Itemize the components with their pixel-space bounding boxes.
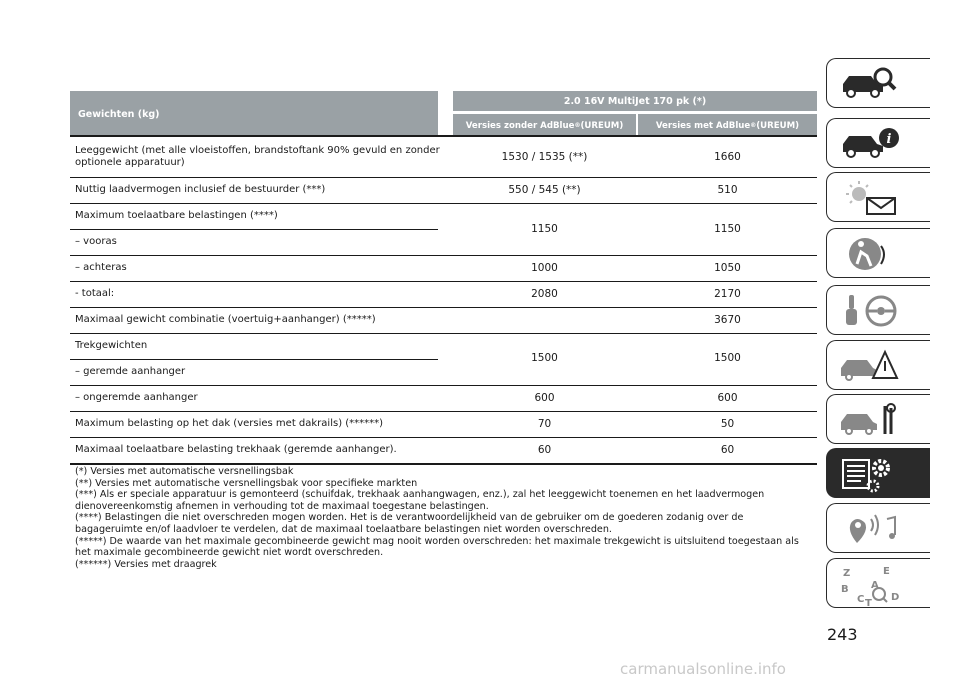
- car-search-icon: [837, 64, 907, 104]
- row-braked-label: – geremde aanhanger: [75, 366, 186, 377]
- row-curb-weight-label: [75, 145, 440, 169]
- page-number: 243: [827, 625, 858, 644]
- specs-gear-icon: [837, 454, 907, 494]
- col2-suffix: (UREUM): [756, 120, 800, 131]
- roof-value-2: 50: [720, 418, 735, 430]
- row-payload-label: Nuttig laadvermogen inclusief de bestuurder (***): [75, 184, 326, 195]
- tab-technical-data[interactable]: [826, 448, 930, 498]
- rear-value-2: 1050: [714, 262, 741, 274]
- footnote-4b: bagageruimte en/of laadvloer te verdelen, dat de maximaal toelaatbare belastingen niet worden overschreden.: [75, 523, 612, 535]
- row-divider: [70, 333, 817, 334]
- index-letter-d: D: [891, 592, 900, 603]
- table-header: [70, 91, 817, 137]
- footnotes: [75, 466, 820, 570]
- index-letter-z: Z: [843, 568, 851, 579]
- payload-value-1: 550 / 545 (**): [508, 184, 581, 196]
- row-divider: [70, 437, 817, 438]
- footnote-5b: het maximale gecombineerde gewicht niet wordt overschreden.: [75, 547, 384, 559]
- weights-header: Gewichten (kg): [70, 91, 438, 137]
- airbag-icon: [837, 234, 907, 274]
- row-divider: [70, 385, 817, 386]
- col1-suffix: (UREUM): [580, 120, 624, 131]
- row-divider: [70, 177, 817, 178]
- footnote-5a: (*****) De waarde van het maximale gecombineerde gewicht mag nooit worden overschreden: het maximale trekgewicht is uitsluitend toegestaan als: [75, 535, 799, 547]
- engine-header: 2.0 16V MultiJet 170 pk (*): [453, 91, 817, 112]
- row-hitch-label: Maximaal toelaatbare belasting trekhaak (geremde aanhanger).: [75, 444, 397, 455]
- car-tools-icon: [837, 400, 907, 440]
- combo-value-2: 3670: [714, 314, 741, 326]
- svg-text:i: i: [886, 132, 892, 147]
- col-without-adblue-header: Versies zonder AdBlue ® (UREUM): [453, 114, 636, 137]
- footnote-6: (******) Versies met draagrek: [75, 558, 217, 570]
- index-letter-c: C: [857, 594, 865, 605]
- front-value-1: 1150: [531, 223, 558, 235]
- payload-value-2: 510: [717, 184, 738, 196]
- index-letter-e: E: [883, 566, 890, 577]
- car-info-icon: [837, 124, 907, 164]
- tab-lights-messages[interactable]: [826, 172, 930, 222]
- curb-line1: Leeggewicht (met alle vloeistoffen, brandstoftank 90% gevuld en zonder: [75, 145, 440, 156]
- tab-dashboard[interactable]: [826, 58, 930, 108]
- footnote-3b: dienovereenkomstig afnemen in verhouding tot de maximaal toegestane belastingen.: [75, 500, 489, 512]
- tab-emergency[interactable]: [826, 340, 930, 390]
- index-letter-a: A: [871, 580, 879, 591]
- row-towing-label: Trekgewichten: [75, 340, 148, 351]
- rear-value-1: 1000: [531, 262, 558, 274]
- row-unbraked-label: – ongeremde aanhanger: [75, 392, 198, 403]
- row-roof-label: Maximum belasting op het dak (versies met dakrails) (******): [75, 418, 384, 429]
- multimedia-icon: [837, 509, 907, 549]
- lights-message-icon: [837, 178, 907, 218]
- curb-value-2: 1660: [714, 151, 741, 163]
- row-rear-axle-label: – achteras: [75, 262, 127, 273]
- unbraked-value-2: 600: [717, 392, 738, 404]
- braked-value-1: 1500: [531, 352, 558, 364]
- hitch-value-2: 60: [720, 444, 735, 456]
- row-total-label: - totaal:: [75, 288, 115, 299]
- row-axle-max-label: Maximum toelaatbare belastingen (****): [75, 210, 278, 221]
- hitch-value-1: 60: [537, 444, 552, 456]
- total-value-1: 2080: [531, 288, 558, 300]
- tab-maintenance[interactable]: [826, 394, 930, 444]
- car-warning-icon: [837, 346, 907, 386]
- row-divider-half: [70, 359, 438, 360]
- index-letter-b: B: [841, 584, 849, 595]
- tab-index[interactable]: [826, 558, 930, 608]
- footnote-2: (**) Versies met automatische versnellingsbak voor specifieke markten: [75, 477, 418, 489]
- row-divider: [70, 307, 817, 308]
- footnote-1: (*) Versies met automatische versnellingsbak: [75, 466, 294, 477]
- weights-table: [70, 91, 817, 456]
- watermark: carmanualsonline.info: [620, 660, 786, 678]
- row-front-axle-label: – vooras: [75, 236, 117, 247]
- roof-value-1: 70: [537, 418, 552, 430]
- tab-multimedia[interactable]: [826, 503, 930, 553]
- index-letter-t: T: [865, 598, 872, 606]
- index-letters-icon: [837, 564, 907, 606]
- tab-safety[interactable]: [826, 228, 930, 278]
- row-divider: [70, 255, 817, 256]
- total-value-2: 2170: [714, 288, 741, 300]
- col-with-adblue-header: Versies met AdBlue ® (UREUM): [638, 114, 817, 137]
- row-divider: [70, 203, 817, 204]
- unbraked-value-1: 600: [534, 392, 555, 404]
- steering-key-icon: [837, 291, 907, 331]
- braked-value-2: 1500: [714, 352, 741, 364]
- col2-label: Versies met AdBlue: [655, 120, 751, 131]
- curb-line2: optionele apparatuur): [75, 157, 185, 168]
- front-value-2: 1150: [714, 223, 741, 235]
- row-divider: [70, 281, 817, 282]
- row-combo-label: Maximaal gewicht combinatie (voertuig+aanhanger) (*****): [75, 314, 376, 325]
- tab-vehicle-info[interactable]: [826, 118, 930, 168]
- row-divider: [70, 411, 817, 412]
- tab-starting-driving[interactable]: [826, 285, 930, 335]
- table-bottom-rule: [70, 463, 817, 465]
- row-divider-half: [70, 229, 438, 230]
- header-rule: [70, 135, 817, 137]
- footnote-4a: (****) Belastingen die niet overschreden mogen worden. Het is de verantwoordelijkheid van de gebruiker om de goederen zodanig over de: [75, 512, 744, 524]
- curb-value-1: 1530 / 1535 (**): [501, 151, 588, 163]
- col1-label: Versies zonder AdBlue: [465, 120, 575, 131]
- footnote-3a: (***) Als er speciale apparatuur is gemonteerd (schuifdak, trekhaak aanhangwagen, enz.), zal het leeggewicht toenemen en het laadvermogen: [75, 489, 765, 501]
